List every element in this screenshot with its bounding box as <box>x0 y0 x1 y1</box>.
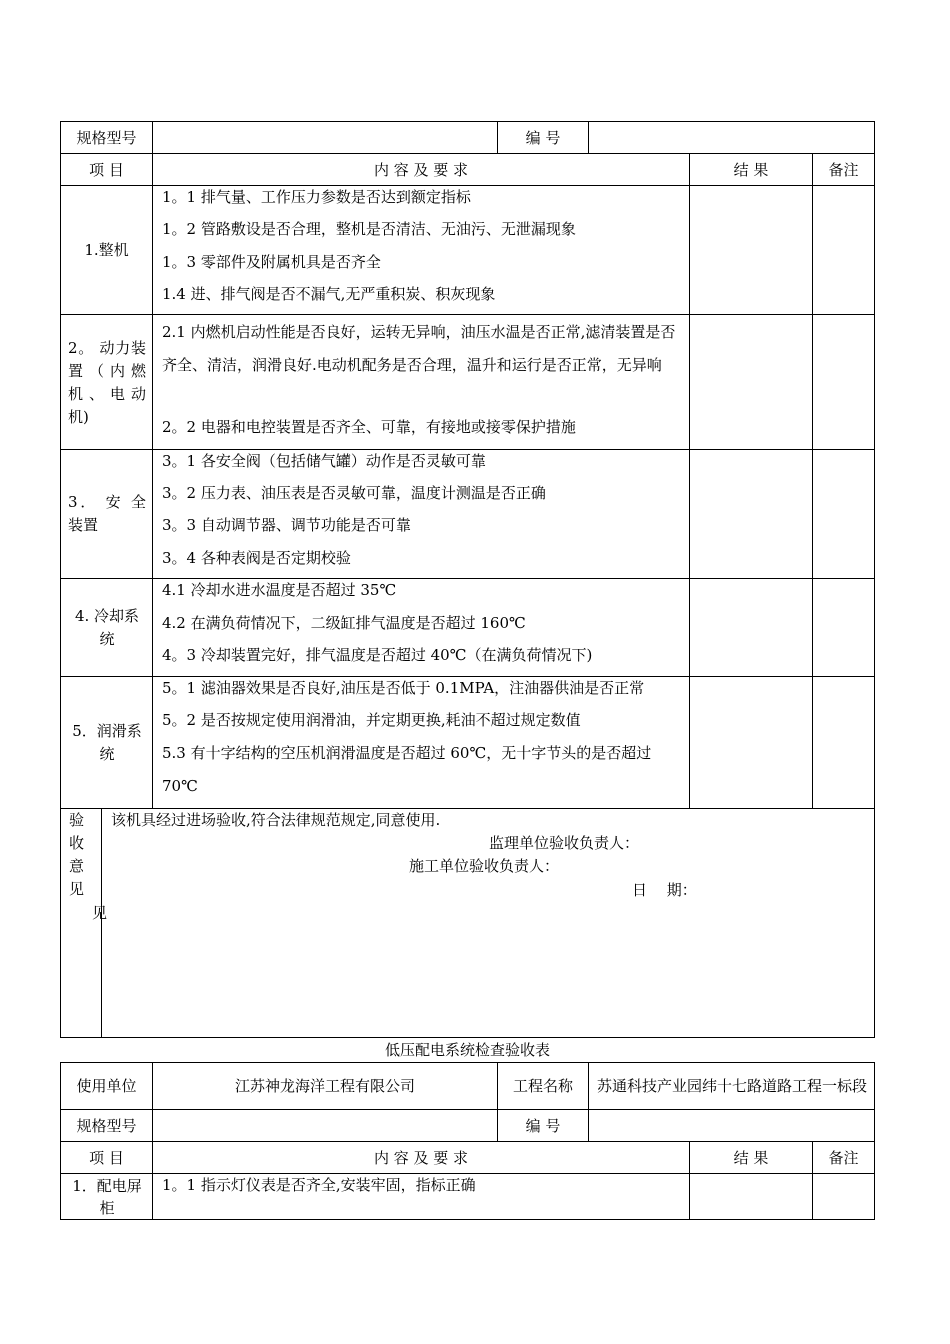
requirement-line: 1.4 进、排气阀是否不漏气,无严重积炭、积灰现象 <box>162 285 496 303</box>
requirement-line: 3。4 各种表阀是否定期校验 <box>162 549 351 567</box>
requirement-line: 2.1 内燃机启动性能是否良好，运转无异响，油压水温是否正常,滤清装置是否齐全、清洁，润滑良好.电动机配务是否合理，温升和运行是否正常，无异响 <box>162 323 676 374</box>
section-title: 2。 动力装置（内燃机、电动机) <box>68 339 146 426</box>
column-header-note: 备注 <box>828 1148 859 1167</box>
acceptance-label-char: 收 <box>69 834 85 852</box>
requirement-line: 3。1 各安全阀（包括储气罐）动作是否灵敏可靠 <box>162 452 486 470</box>
requirement-line: 4。3 冷却装置完好，排气温度是否超过 40℃（在满负荷情况下) <box>162 646 593 664</box>
column-header-item: 项 目 <box>89 160 124 179</box>
project-name-value: 苏通科技产业园纬十七路道路工程一标段 <box>596 1077 867 1095</box>
section-title: 3． 安 全装置 <box>68 493 146 534</box>
number-label: 编 号 <box>525 1116 561 1135</box>
spec-label: 规格型号 <box>76 128 137 147</box>
user-unit-label: 使用单位 <box>76 1077 137 1095</box>
note-cell[interactable] <box>813 579 874 676</box>
section-title: 5．润滑系统 <box>72 722 142 763</box>
note-cell[interactable] <box>813 1174 874 1219</box>
date-label: 日 期： <box>632 881 697 899</box>
requirement-line: 3。2 压力表、油压表是否灵敏可靠，温度计测温是否正确 <box>162 484 546 502</box>
section-title: 1.整机 <box>84 241 129 259</box>
spec-value-field[interactable] <box>153 122 497 153</box>
result-cell[interactable] <box>690 450 812 578</box>
note-cell[interactable] <box>813 186 874 314</box>
requirement-line: 4.1 冷却水进水温度是否超过 35℃ <box>162 581 397 599</box>
result-cell[interactable] <box>690 315 812 449</box>
result-cell[interactable] <box>690 1174 812 1219</box>
requirement-line: 4.2 在满负荷情况下，二级缸排气温度是否超过 160℃ <box>162 614 526 632</box>
result-cell[interactable] <box>690 186 812 314</box>
column-header-item: 项 目 <box>89 1148 124 1167</box>
note-cell[interactable] <box>813 315 874 449</box>
requirement-line: 1。3 零部件及附属机具是否齐全 <box>162 253 381 271</box>
number-label: 编 号 <box>525 128 561 147</box>
acceptance-label-char: 意 <box>69 857 85 875</box>
result-cell[interactable] <box>690 677 812 808</box>
result-cell[interactable] <box>690 579 812 676</box>
column-header-content: 内 容 及 要 求 <box>373 1148 469 1167</box>
table2-title: 低压配电系统检查验收表 <box>384 1041 550 1059</box>
requirement-line: 5。1 滤油器效果是否良好,油压是否低于 0.1MPA，注油器供油是否正常 <box>162 679 645 697</box>
constructor-signature-label: 施工单位验收负责人： <box>409 857 560 875</box>
spec-label: 规格型号 <box>76 1116 137 1135</box>
column-header-note: 备注 <box>828 160 859 179</box>
project-name-label: 工程名称 <box>512 1077 573 1095</box>
requirement-line: 3。3 自动调节器、调节功能是否可靠 <box>162 516 411 534</box>
requirement-line: 1。1 排气量、工作压力参数是否达到额定指标 <box>162 188 471 206</box>
acceptance-label-char: 见 <box>92 904 108 922</box>
note-cell[interactable] <box>813 677 874 808</box>
section-title: 1．配电屏柜 <box>72 1176 142 1217</box>
number-value-field[interactable] <box>589 122 874 153</box>
requirement-line: 2。2 电器和电控装置是否齐全、可靠，有接地或接零保护措施 <box>162 418 576 436</box>
column-header-content: 内 容 及 要 求 <box>373 160 469 179</box>
section-title: 4. 冷却系统 <box>74 607 140 648</box>
column-header-result: 结 果 <box>733 160 769 179</box>
note-cell[interactable] <box>813 450 874 578</box>
requirement-line: 1。1 指示灯仪表是否齐全,安装牢固，指标正确 <box>162 1176 476 1194</box>
requirement-line: 5。2 是否按规定使用润滑油，并定期更换,耗油不超过规定数值 <box>162 711 581 729</box>
supervisor-signature-label: 监理单位验收负责人： <box>489 834 640 852</box>
column-header-result: 结 果 <box>733 1148 769 1167</box>
requirement-line: 1。2 管路敷设是否合理，整机是否清洁、无油污、无泄漏现象 <box>162 220 576 238</box>
user-unit-value: 江苏神龙海洋工程有限公司 <box>234 1077 415 1095</box>
acceptance-label-char: 见 <box>69 880 85 898</box>
spec-value-field[interactable] <box>153 1110 497 1141</box>
requirement-line: 5.3 有十字结构的空压机润滑温度是否超过 60℃，无十字节头的是否超过 70℃ <box>162 744 652 795</box>
number-value-field[interactable] <box>589 1110 874 1141</box>
acceptance-statement: 该机具经过进场验收,符合法律规范规定,同意使用. <box>111 811 441 829</box>
acceptance-label-char: 验 <box>69 811 85 829</box>
